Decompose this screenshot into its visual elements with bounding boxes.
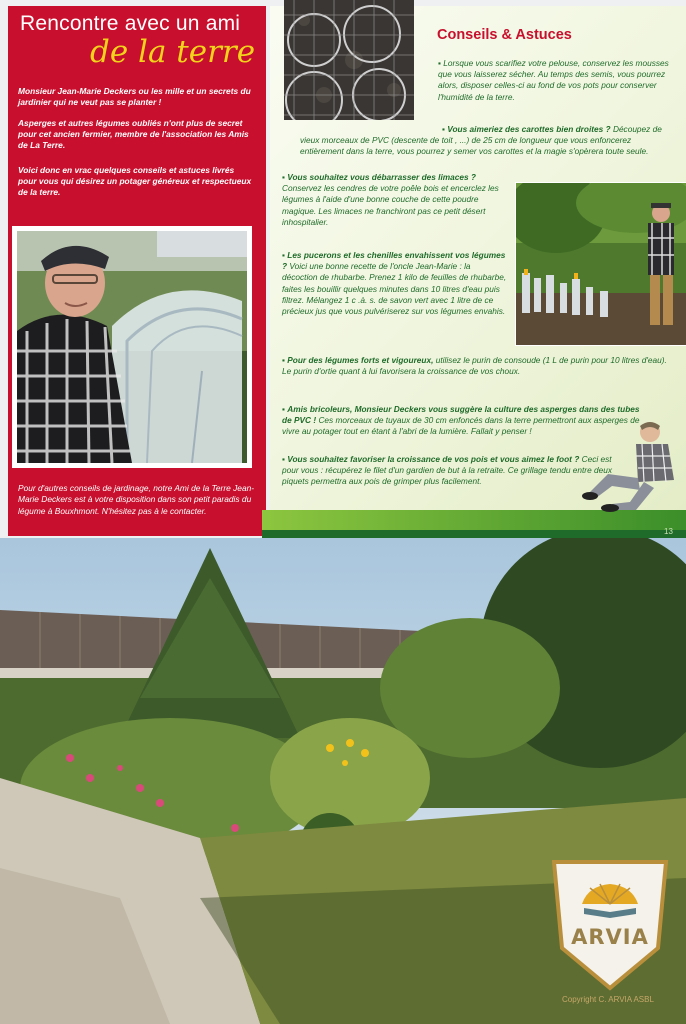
logo-name: ARVIA	[571, 925, 649, 949]
sitting-boy-image	[578, 418, 682, 518]
tip-7-lead: Vous souhaitez favoriser la croissance de vos pois et vous aimez le foot ?	[287, 454, 580, 464]
intro-paragraph-1: Monsieur Jean-Marie Deckers ou les mille et un secrets du jardinier qui ne veut pas se planter !	[18, 86, 251, 108]
portrait-illustration	[17, 231, 247, 463]
left-footer-text: Pour d'autres conseils de jardinage, notre Ami de la Terre Jean-Marie Deckers est à votre disposition dans son petit paradis du légume à Bouxhmont. N'hésitez pas à le contacter.	[18, 483, 255, 516]
tip-bullet: ▪	[282, 250, 288, 260]
tip-2	[300, 124, 676, 158]
tip-bullet: ▪	[282, 404, 288, 414]
tip-bullet: ▪	[282, 454, 288, 464]
title-line-1: Rencontre avec un ami	[20, 12, 241, 35]
tip-3-text: Conservez les cendres de votre poêle bois et encerclez les légumes à l'aide d'une bonne couche de cette poudre magique. Les limaces ne franchiront pas ce petit désert inhospitalier.	[282, 183, 499, 227]
tip-7	[282, 454, 620, 488]
copyright-text: Copyright C. ARVIA ASBL	[562, 995, 654, 1004]
arvia-logo	[548, 856, 672, 992]
page-number: 13	[664, 527, 673, 536]
tip-5	[282, 355, 676, 377]
tip-2-text: Découpez de vieux morceaux de PVC (descente de toit , ...) de 25 cm de longueur que vous enfoncerez entièrement dans la terre, vous pourrez y semer vos carottes et la magie s'opèrera toute seule.	[300, 124, 662, 157]
tip-bullet: ▪	[282, 355, 288, 365]
tip-bullet: ▪	[442, 124, 448, 134]
wire-mesh-photo	[284, 0, 414, 120]
garden-tubes-illustration	[516, 183, 686, 345]
tip-4-text: Voici une bonne recette de l'oncle Jean-Marie : la décoction de rhubarbe. Prenez 1 kilo de feuilles de rhubarbe, faites les bouillir quelques minutes dans 10 litres d'eau puis filtrez. Mélangez 1 c .à. s. de savon vert avec 1 litre de ce précieux jus que vous pulvériserez sur vos légumes envahis.	[282, 261, 507, 317]
tip-6-lead: Amis bricoleurs, Monsieur Deckers vous suggère la culture des asperges dans des tubes de PVC !	[282, 404, 640, 426]
portrait-photo	[17, 231, 247, 463]
tip-1-text: Lorsque vous scarifiez votre pelouse, conservez les mousses que vous laisserez sécher. Au temps des semis, vous pourrez alors, disposer celles-ci au fond de vos pots pour conserver l'humidité de la terre.	[438, 58, 669, 102]
tip-2-lead: Vous aimeriez des carottes bien droites ?	[447, 124, 611, 134]
tip-bullet: ▪	[438, 58, 444, 68]
tip-1	[438, 58, 674, 103]
tip-3	[282, 172, 508, 228]
intro-paragraph-3: Voici donc en vrac quelques conseils et astuces livrés pour vous qui désirez un potager généreux et respectueux de la terre.	[18, 165, 252, 198]
wire-mesh-illustration	[284, 0, 414, 120]
tip-4	[282, 250, 508, 317]
tip-bullet: ▪	[282, 172, 288, 182]
tip-5-lead: Pour des légumes forts et vigoureux,	[287, 355, 434, 365]
green-band-dark	[262, 530, 686, 538]
tip-5-text: utilisez le purin de consoude (1 L de purin pour 10 litres d'eau). Le purin d'ortie quant à lui favorisera la croissance de vos choux.	[282, 355, 667, 377]
intro-paragraph-2: Asperges et autres légumes oubliés n'ont plus de secret pour cet ancien fermier, membre de l'association les Amis de La Terre.	[18, 118, 249, 151]
garden-tubes-photo	[515, 182, 686, 346]
tip-3-lead: Vous souhaitez vous débarrasser des limaces ?	[287, 172, 477, 182]
tip-6-text: Ces morceaux de tuyaux de 30 cm enfoncés dans la terre permettront aux asperges de vivre au potager tout en étant à l'abri de la lumière. Fallait y penser !	[282, 415, 640, 437]
tip-4-lead: Les pucerons et les chenilles envahissent vos légumes ?	[282, 250, 506, 272]
tip-7-text: Ceci est pour vous : récupérez le filet d'un gardien de but à la retraite. Ce grillage tendu entre deux piquets permettra aux pois de grimper plus facilement.	[282, 454, 612, 487]
tips-title: Conseils & Astuces	[437, 27, 572, 43]
title-line-2: de la terre	[90, 34, 256, 70]
